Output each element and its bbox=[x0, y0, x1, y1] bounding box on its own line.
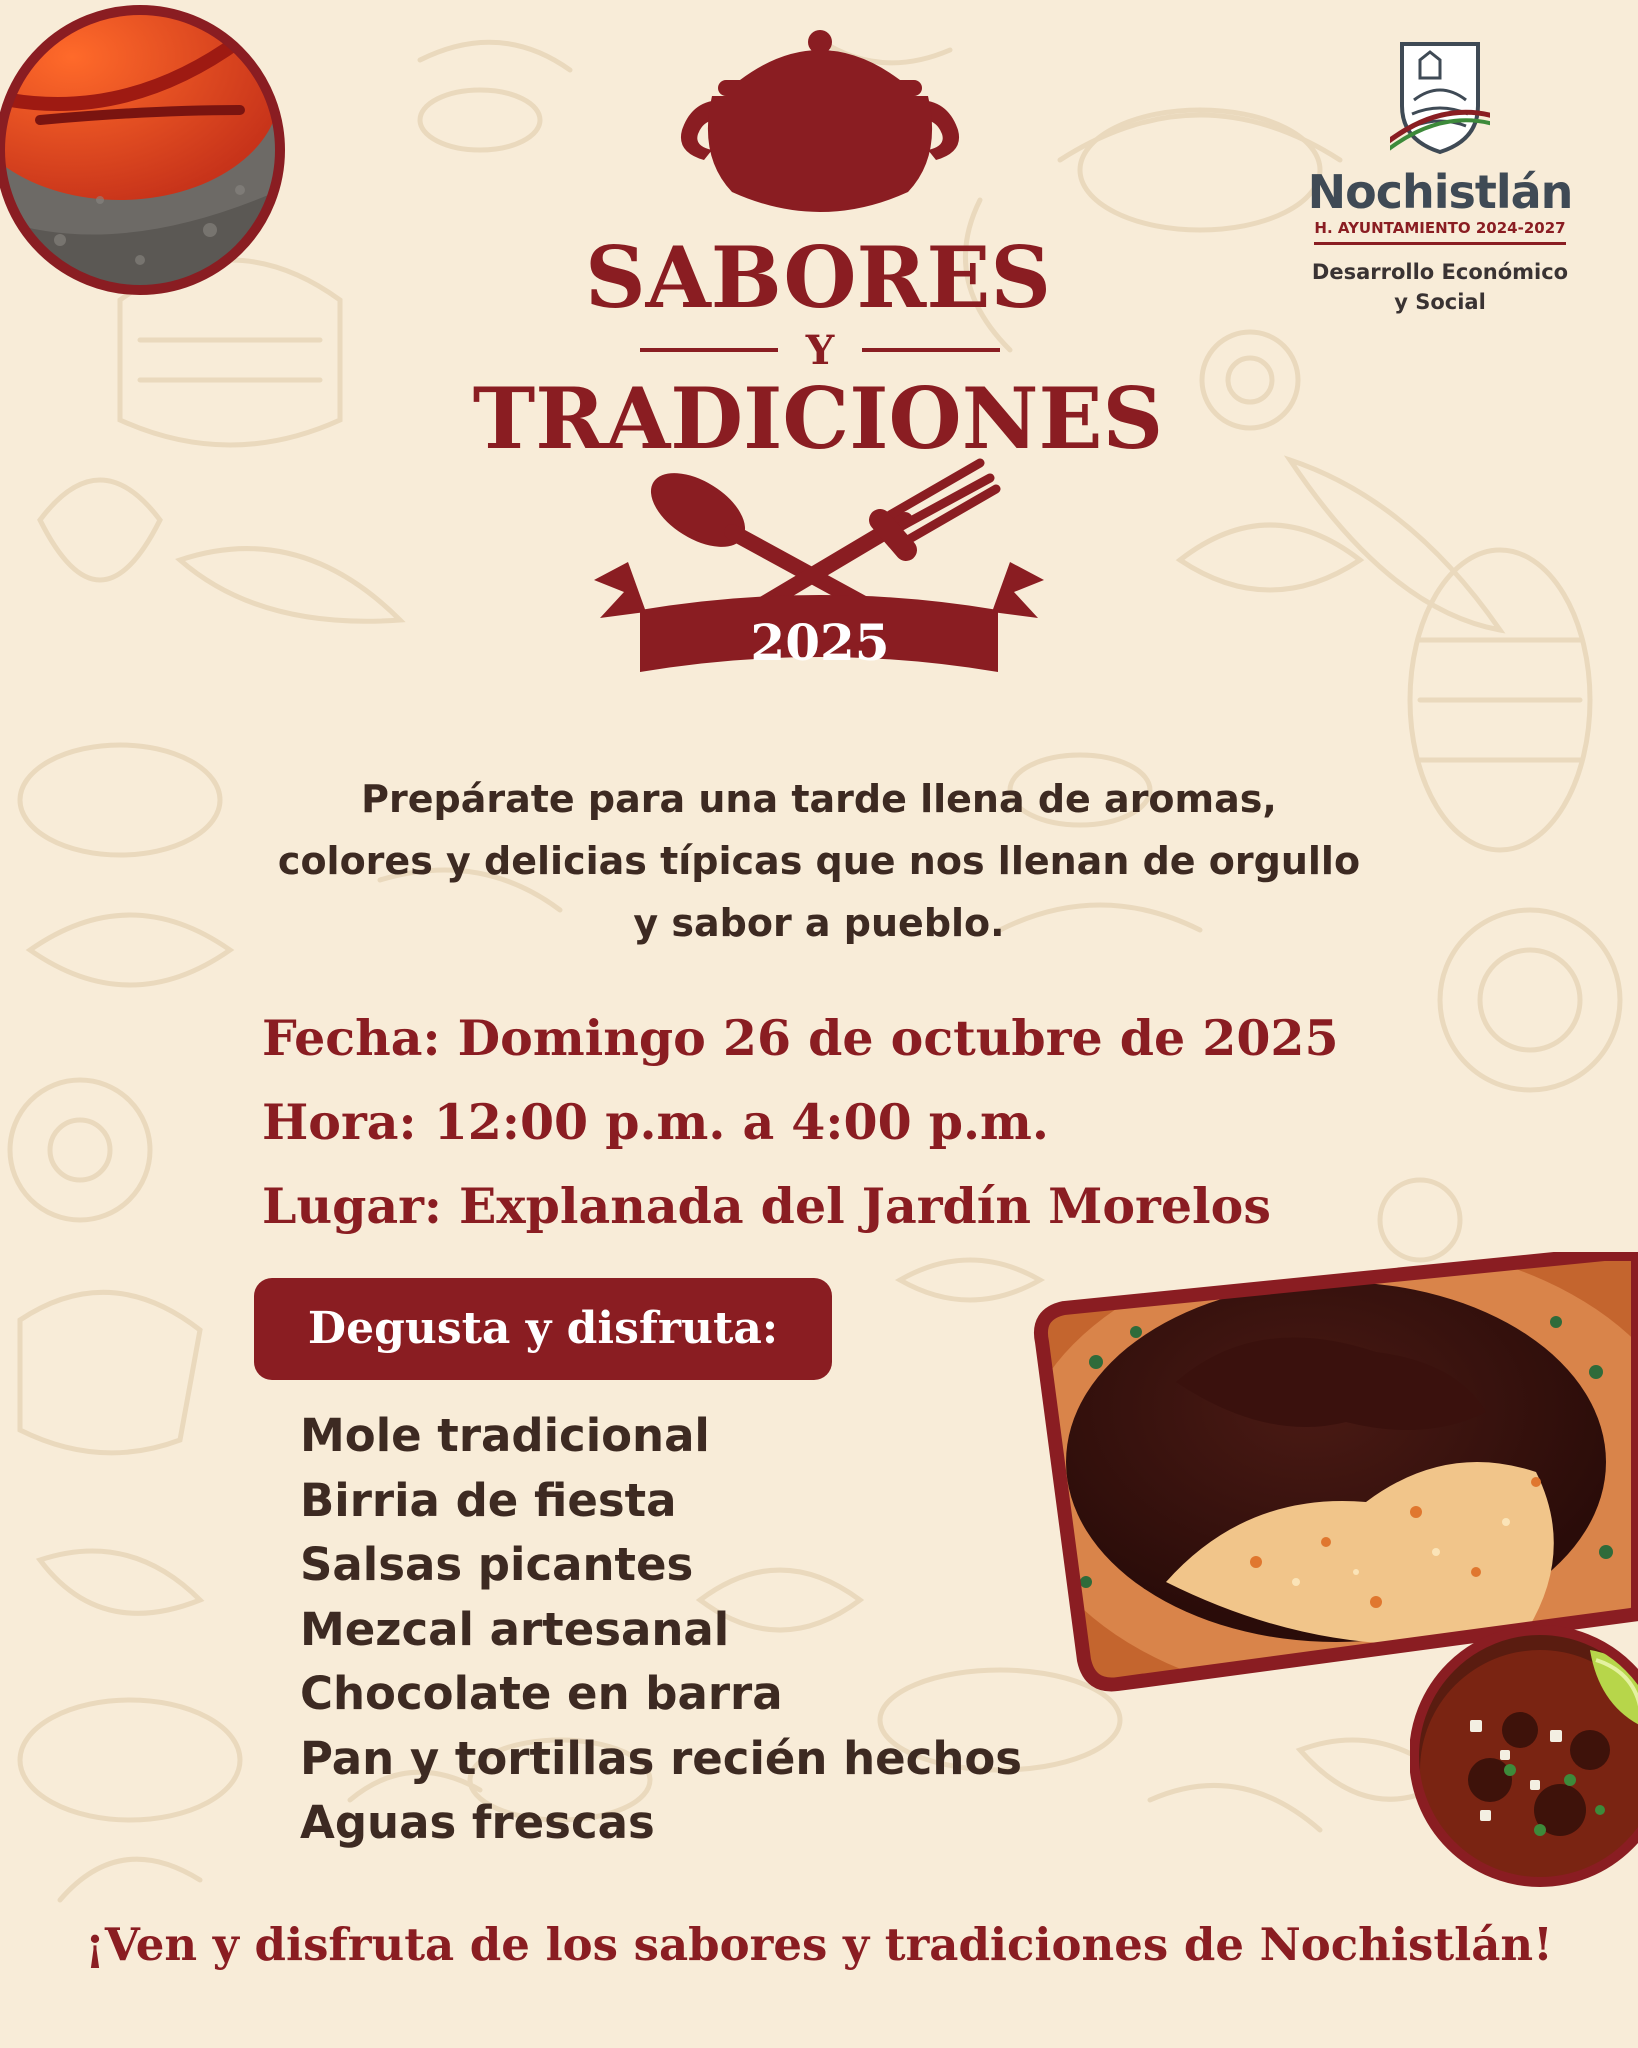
menu-item: Salsas picantes bbox=[300, 1538, 694, 1591]
menu-item: Mezcal artesanal bbox=[300, 1602, 730, 1656]
event-title-connector: Y bbox=[805, 327, 835, 374]
intro-line2: colores y delicias típicas que nos llenan de orgullo bbox=[277, 839, 1361, 883]
event-title-line1: SABORES bbox=[584, 228, 1052, 327]
event-title-line2: TRADICIONES bbox=[472, 369, 1164, 468]
birria-photo bbox=[1410, 1620, 1638, 1892]
municipality-logo bbox=[1290, 38, 1590, 317]
menu-heading: Degusta y disfruta: bbox=[254, 1278, 832, 1380]
menu-item: Birria de fiesta bbox=[300, 1473, 677, 1527]
event-time: Hora: 12:00 p.m. a 4:00 p.m. bbox=[262, 1093, 1049, 1151]
event-details bbox=[262, 996, 1339, 1248]
intro-line3: y sabor a pueblo. bbox=[633, 901, 1005, 945]
intro-text bbox=[100, 768, 1538, 954]
municipality-name: Nochistlán bbox=[1307, 165, 1573, 219]
menu-item: Pan y tortillas recién hechos bbox=[300, 1731, 1023, 1785]
department-name bbox=[1290, 257, 1590, 317]
event-year: 2025 bbox=[750, 613, 890, 672]
department-line1: Desarrollo Económico bbox=[1311, 260, 1569, 284]
event-date: Fecha: Domingo 26 de octubre de 2025 bbox=[262, 1009, 1339, 1067]
menu-item: Aguas frescas bbox=[300, 1796, 655, 1849]
intro-line1: Prepárate para una tarde llena de aromas, bbox=[361, 777, 1277, 821]
menu-item: Chocolate en barra bbox=[300, 1667, 783, 1720]
department-line2: y Social bbox=[1394, 290, 1486, 314]
menu-list bbox=[300, 1404, 1022, 1856]
event-place: Lugar: Explanada del Jardín Morelos bbox=[262, 1177, 1271, 1235]
footer-invitation: ¡Ven y disfruta de los sabores y tradiciones de Nochistlán! bbox=[85, 1918, 1553, 1971]
clay-pot-icon bbox=[681, 30, 959, 212]
coat-of-arms-icon bbox=[1390, 38, 1490, 156]
menu-item: Mole tradicional bbox=[300, 1409, 710, 1462]
municipality-subtitle: H. AYUNTAMIENTO 2024-2027 bbox=[1314, 219, 1565, 245]
